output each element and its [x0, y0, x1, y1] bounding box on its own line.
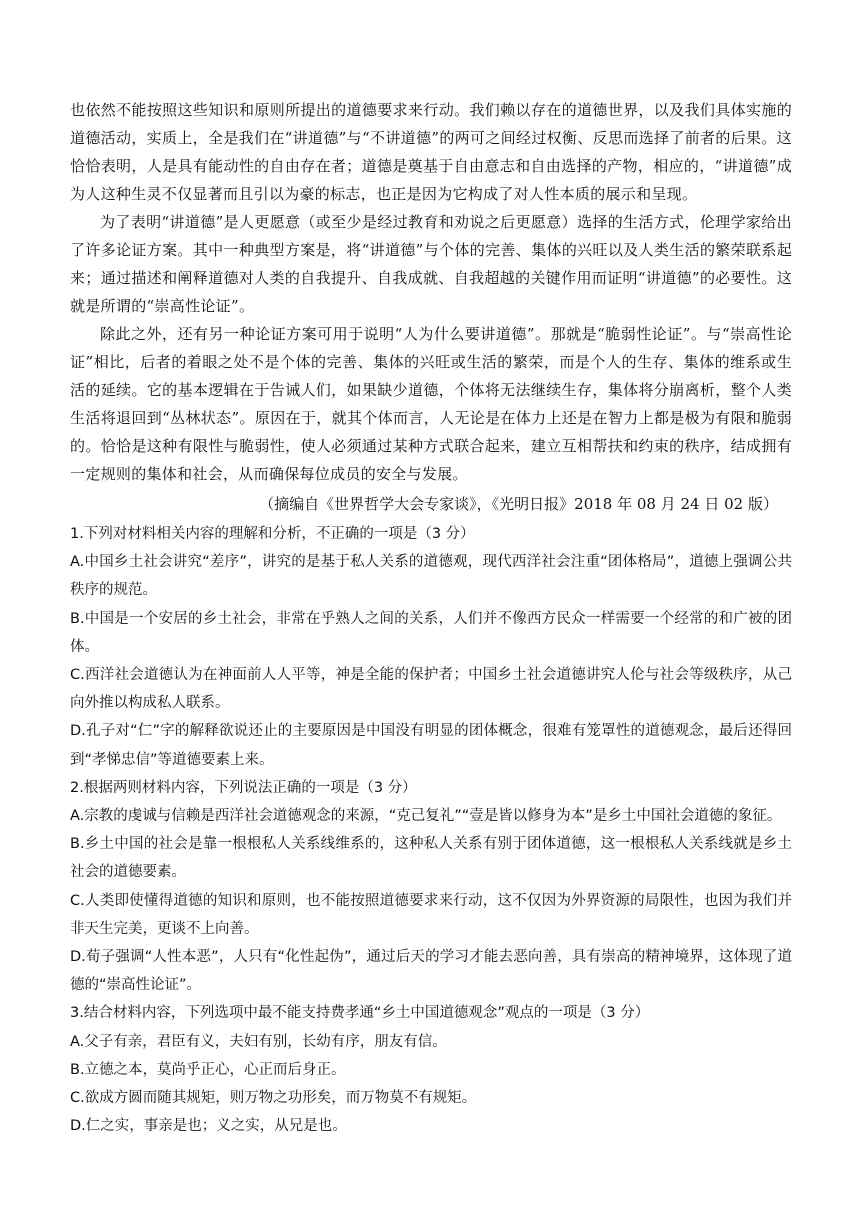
option-c: C.人类即使懂得道德的知识和原则，也不能按照道德要求来行动，这不仅因为外界资源的局限性，也因为我们并非天生完美，更谈不上向善。 [70, 892, 792, 937]
reading-passage [70, 96, 792, 518]
option-a: A.父子有亲，君臣有义，夫妇有别，长幼有序，朋友有信。 [70, 1033, 447, 1050]
question-stem: 1.下列对材料相关内容的理解和分析，不正确的一项是（3 分） [70, 526, 475, 542]
question-2 [70, 774, 792, 1000]
passage-paragraph: 也依然不能按照这些知识和原则所提出的道德要求来行动。我们赖以存在的道德世界，以及我们具体实施的道德活动，实质上，全是我们在“讲道德”与“不讲道德”的两可之间经过权衡、反思而选择了前者的后果。这恰恰表明，人是具有能动性的自由存在者；道德是奠基于自由意志和自由选择的产物，相应的，“讲道德”成为人这种生灵不仅显著而且引以为豪的标志，也正是因为它构成了对人性本质的展示和呈现。 [70, 101, 792, 203]
option-c: C.欲成方圆而随其规矩，则万物之功形矣，而万物莫不有规矩。 [70, 1090, 477, 1107]
question-stem: 2.根据两则材料内容，下列说法正确的一项是（3 分） [70, 779, 417, 796]
option-b: B.立德之本，莫尚乎正心，心正而后身正。 [70, 1061, 346, 1078]
passage-source: （摘编自《世界哲学大会专家谈》，《光明日报》2018 年 08 月 24 日 02 版） [259, 495, 778, 513]
question-list [70, 520, 792, 1140]
passage-paragraph: 除此之外，还有另一种论证方案可用于说明“人为什么要讲道德”。那就是“脆弱性论证”。与“崇高性论证”相比，后者的着眼之处不是个体的完善、集体的兴旺或生活的繁荣，而是个人的生存、集体的维系或生活的延续。它的基本逻辑在于告诫人们，如果缺少道德，个体将无法继续生存，集体将分崩离析，整个人类生活将退回到“丛林状态”。原因在于，就其个体而言，人无论是在体力上还是在智力上都是极为有限和脆弱的。恰恰是这种有限性与脆弱性，使人必须通过某种方式联合起来，建立互相帮扶和约束的秩序，结成拥有一定规则的集体和社会，从而确保每位成员的安全与发展。 [70, 325, 792, 483]
question-3 [70, 999, 792, 1140]
option-d: D.仁之实，事亲是也；义之实，从兄是也。 [70, 1118, 347, 1135]
option-b: B.中国是一个安居的乡土社会，非常在乎熟人之间的关系，人们并不像西方民众一样需要一个经常的和广被的团体。 [70, 610, 792, 655]
option-c: C.西洋社会道德认为在神面前人人平等，神是全能的保护者；中国乡土社会道德讲究人伦与社会等级秩序，从己向外推以构成私人联系。 [70, 667, 792, 712]
option-b: B.乡土中国的社会是靠一根根私人关系线维系的，这种私人关系有别于团体道德，这一根根私人关系线就是乡土社会的道德要素。 [70, 836, 792, 881]
option-d: D.孔子对“仁”字的解释欲说还止的主要原因是中国没有明显的团体概念，很难有笼罩性的道德观念，最后还得回到“孝悌忠信”等道德要素上来。 [70, 723, 792, 768]
question-stem: 3.结合材料内容，下列选项中最不能支持费孝通“乡土中国道德观念”观点的一项是（3 分） [70, 1005, 650, 1022]
exam-page [70, 96, 792, 1140]
question-1 [70, 520, 792, 774]
option-a: A.宗教的虔诚与信赖是西洋社会道德观念的来源，“克己复礼”“壹是皆以修身为本”是乡土中国社会道德的象征。 [70, 808, 782, 825]
option-d: D.荀子强调“人性本恶”，人只有“化性起伪”，通过后天的学习才能去恶向善，具有崇高的精神境界，这体现了道德的“崇高性论证”。 [70, 949, 792, 994]
option-a: A.中国乡土社会讲究“差序”，讲究的是基于私人关系的道德观，现代西洋社会注重“团体格局”，道德上强调公共秩序的规范。 [70, 554, 792, 599]
passage-paragraph: 为了表明“讲道德”是人更愿意（或至少是经过教育和劝说之后更愿意）选择的生活方式，伦理学家给出了许多论证方案。其中一种典型方案是，将“讲道德”与个体的完善、集体的兴旺以及人类生活的繁荣联系起来；通过描述和阐释道德对人类的自我提升、自我成就、自我超越的关键作用而证明“讲道德”的必要性。这就是所谓的“崇高性论证”。 [70, 213, 792, 315]
